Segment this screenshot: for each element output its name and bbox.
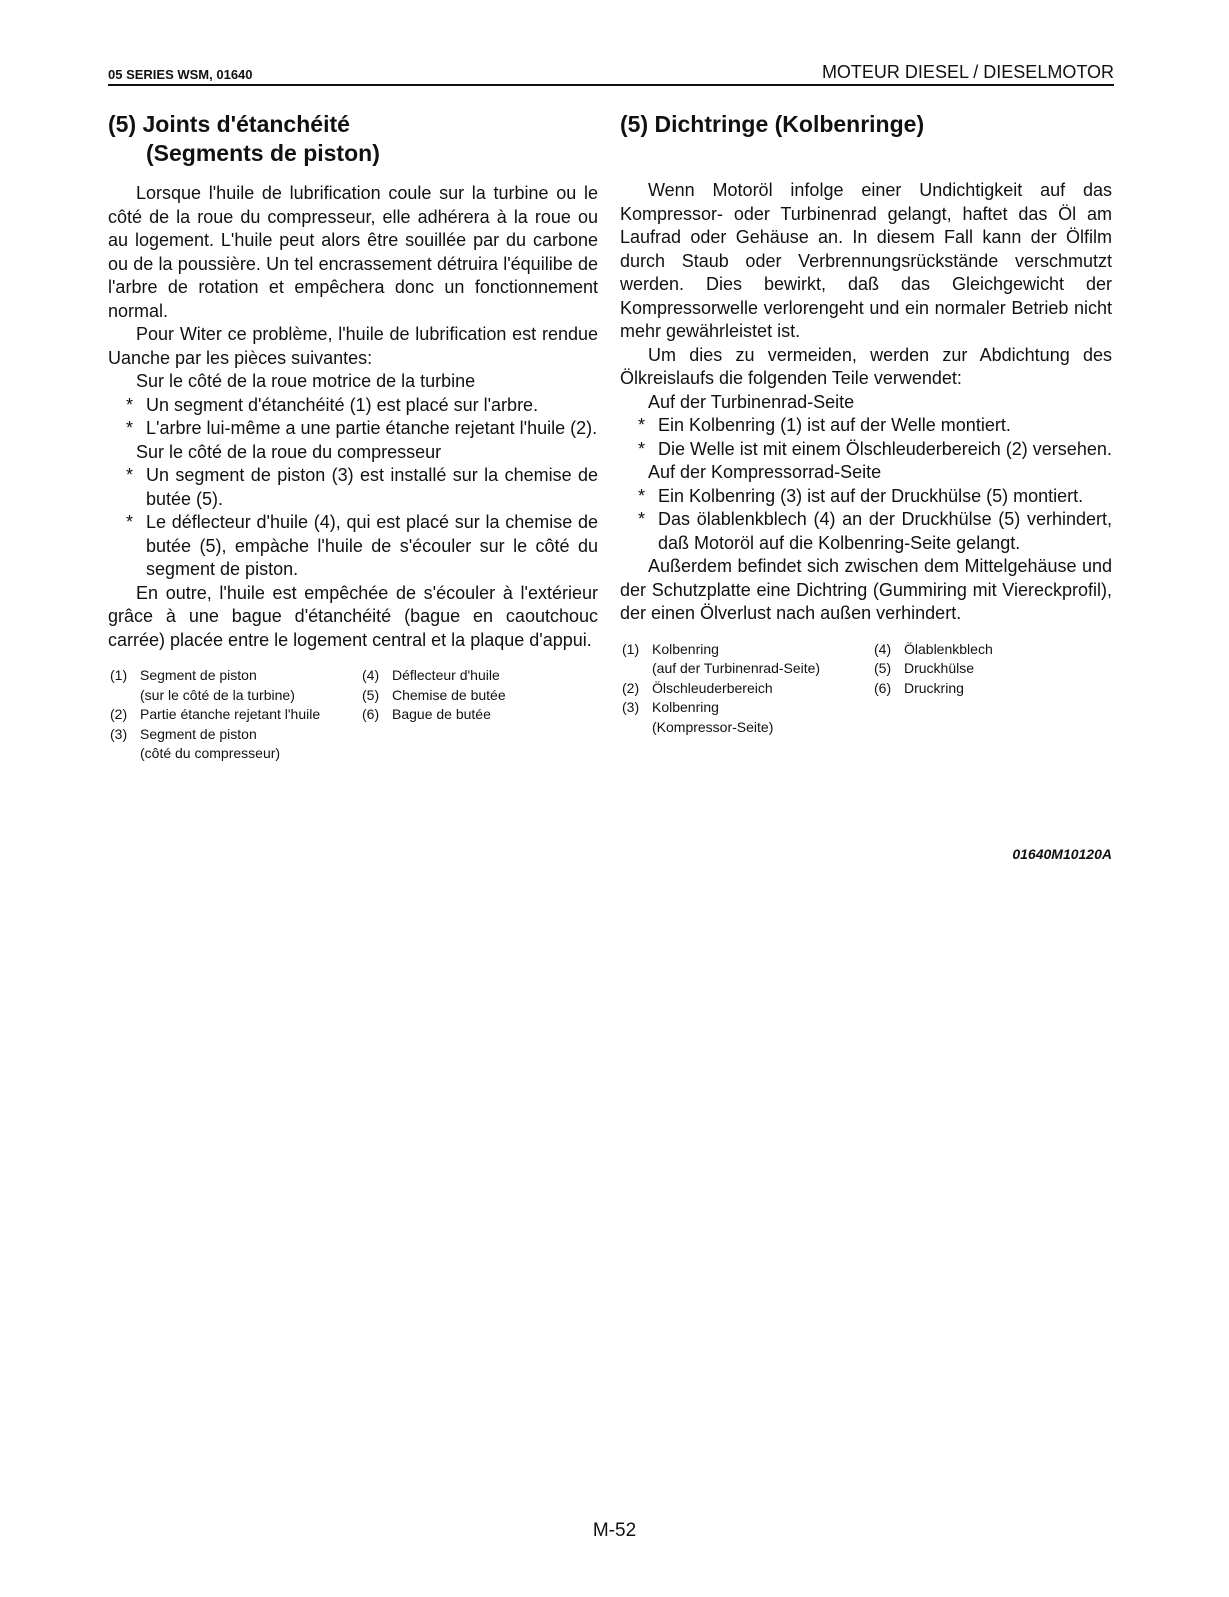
bullet-item xyxy=(108,511,598,582)
asterisk-icon: * xyxy=(126,512,134,532)
legend-item xyxy=(108,725,360,764)
legend-column xyxy=(108,666,360,764)
bullet-text: Un segment de piston (3) est installé sur la chemise de butée (5). xyxy=(146,465,598,509)
legend-label: Bague de butée xyxy=(392,706,491,722)
bullet-item xyxy=(108,464,598,511)
bullet-item xyxy=(108,417,598,441)
section-title-de: (5) Dichtringe (Kolbenringe) xyxy=(620,111,925,137)
bullet-text: L'arbre lui-même a une partie étanche rejetant l'huile (2). xyxy=(146,418,598,438)
bullet-item xyxy=(620,414,1112,438)
paragraph: Pour Witer ce problème, l'huile de lubrification est rendue Uanche par les pièces suivantes: xyxy=(108,324,598,368)
legend-number: (2) xyxy=(110,706,128,722)
bullet-item xyxy=(620,485,1112,509)
section-title-fr-line1: (5) Joints d'étanchéité xyxy=(108,111,350,137)
paragraph: Außerdem befindet sich zwischen dem Mittelgehäuse und der Schutzplatte eine Dichtring (Gummiring mit Viereckprofil), der einen Ölverlust nach außen verhindert. xyxy=(620,556,1112,623)
bullet-text: Das ölablenkblech (4) an der Druckhülse (5) verhindert, daß Motoröl auf die Kolbenring-Seite gelangt. xyxy=(658,509,1112,553)
subheading: Auf der Kompressorrad-Seite xyxy=(648,462,882,482)
legend-label: Ölablenkblech xyxy=(904,640,993,657)
bullet-item xyxy=(620,508,1112,555)
bullet-item xyxy=(620,438,1112,462)
legend-item xyxy=(108,666,360,705)
legend-label: Segment de piston xyxy=(140,667,257,683)
paragraph: Wenn Motoröl infolge einer Undichtigkeit auf das Kompressor- oder Turbinenrad gelangt, haftet das Öl am Laufrad oder Gehäuse an. In diesem Fall kann der Ölfilm durch Staub oder Verbrennungsrückstände verschmutzt werden. Dies bewirkt, daß das Gleichgewicht der Kompressorwelle verlorengeht und ein normaler Betrieb nicht mehr gewährleistet ist. xyxy=(620,180,1112,341)
manual-reference: 05 SERIES WSM, 01640 xyxy=(108,67,253,82)
bullet-text: Un segment d'étanchéité (1) est placé sur l'arbre. xyxy=(146,394,539,415)
legend-item xyxy=(872,640,993,660)
legend-number: (2) xyxy=(622,679,640,696)
legend-number: (4) xyxy=(874,640,892,657)
asterisk-icon: * xyxy=(638,438,646,459)
legend-item xyxy=(620,698,872,737)
legend-number: (1) xyxy=(622,640,640,657)
legend-item xyxy=(620,640,872,679)
asterisk-icon: * xyxy=(126,394,134,415)
legend-number: (6) xyxy=(362,706,380,722)
legend-number: (4) xyxy=(362,667,380,683)
legend-note: (sur le côté de la turbine) xyxy=(140,686,295,703)
paragraph: Um dies zu vermeiden, werden zur Abdichtung des Ölkreislaufs die folgenden Teile verwendet: xyxy=(620,344,1112,388)
legend-number: (3) xyxy=(622,699,640,715)
asterisk-icon: * xyxy=(638,415,646,435)
legend-item xyxy=(108,705,360,725)
french-column xyxy=(108,110,598,764)
legend-label: Chemise de butée xyxy=(392,686,506,703)
legend-note: (côté du compresseur) xyxy=(140,745,281,761)
legend-column xyxy=(872,640,993,738)
section-body-fr xyxy=(108,182,598,652)
document-code: 01640M10120A xyxy=(1012,846,1112,862)
parts-legend-fr xyxy=(108,666,598,764)
asterisk-icon: * xyxy=(126,418,134,438)
section-body-de xyxy=(620,179,1112,626)
legend-column xyxy=(360,666,506,764)
legend-item xyxy=(620,679,872,699)
legend-item xyxy=(872,679,993,699)
asterisk-icon: * xyxy=(126,465,134,485)
bullet-text: Le déflecteur d'huile (4), qui est placé sur la chemise de butée (5), empàche l'huile de s'écouler sur le côté du segment de piston. xyxy=(146,512,598,579)
legend-label: Druckring xyxy=(904,679,964,696)
legend-number: (5) xyxy=(874,660,892,676)
page-number: M-52 xyxy=(592,1520,637,1541)
legend-number: (5) xyxy=(362,686,380,703)
section-title-fr xyxy=(108,110,598,168)
asterisk-icon: * xyxy=(638,485,646,506)
paragraph: En outre, l'huile est empêchée de s'écouler à l'extérieur grâce à une bague d'étanchéité (bague en caoutchouc carrée) placée entre le logement central et la plaque d'appui. xyxy=(108,582,598,650)
legend-note: (auf der Turbinenrad-Seite) xyxy=(652,660,821,676)
section-title-fr-line2: (Segments de piston) xyxy=(146,140,380,166)
subheading: Sur le côté de la roue motrice de la turbine xyxy=(136,371,476,391)
bullet-text: Ein Kolbenring (1) ist auf der Welle montiert. xyxy=(658,415,1011,435)
legend-column xyxy=(620,640,872,738)
legend-item xyxy=(360,666,506,686)
paragraph: Lorsque l'huile de lubrification coule sur la turbine ou le côté de la roue du compresseur, elle adhérera à la roue ou au logement. L'huile peut alors être souillée par du carbone ou de la poussière. Un tel encrassement détruira l'équilibe de l'arbre de rotation et empêchera donc un fonctionnement normal. xyxy=(108,183,598,321)
legend-item xyxy=(872,659,993,679)
legend-number: (3) xyxy=(110,725,128,742)
legend-label: Kolbenring xyxy=(652,699,719,715)
legend-item xyxy=(360,686,506,706)
legend-label: Kolbenring xyxy=(652,640,719,657)
chapter-title: MOTEUR DIESEL / DIESELMOTOR xyxy=(821,62,1114,82)
legend-item xyxy=(360,705,506,725)
subheading: Sur le côté de la roue du compresseur xyxy=(136,441,442,462)
legend-label: Ölschleuderbereich xyxy=(652,679,773,696)
bullet-text: Die Welle ist mit einem Ölschleuderbereich (2) versehen. xyxy=(658,438,1112,459)
asterisk-icon: * xyxy=(638,509,646,529)
legend-note: (Kompressor-Seite) xyxy=(652,718,774,735)
bullet-text: Ein Kolbenring (3) ist auf der Druckhülse (5) montiert. xyxy=(658,485,1084,506)
legend-number: (6) xyxy=(874,679,892,696)
legend-label: Druckhülse xyxy=(904,660,975,676)
legend-label: Déflecteur d'huile xyxy=(392,667,500,683)
subheading: Auf der Turbinenrad-Seite xyxy=(648,391,855,412)
page-header xyxy=(108,60,1114,86)
parts-legend-de xyxy=(620,640,1112,738)
legend-label: Segment de piston xyxy=(140,725,257,742)
german-column xyxy=(620,110,1112,737)
legend-number: (1) xyxy=(110,667,128,683)
legend-label: Partie étanche rejetant l'huile xyxy=(140,706,321,722)
bullet-item xyxy=(108,394,598,418)
